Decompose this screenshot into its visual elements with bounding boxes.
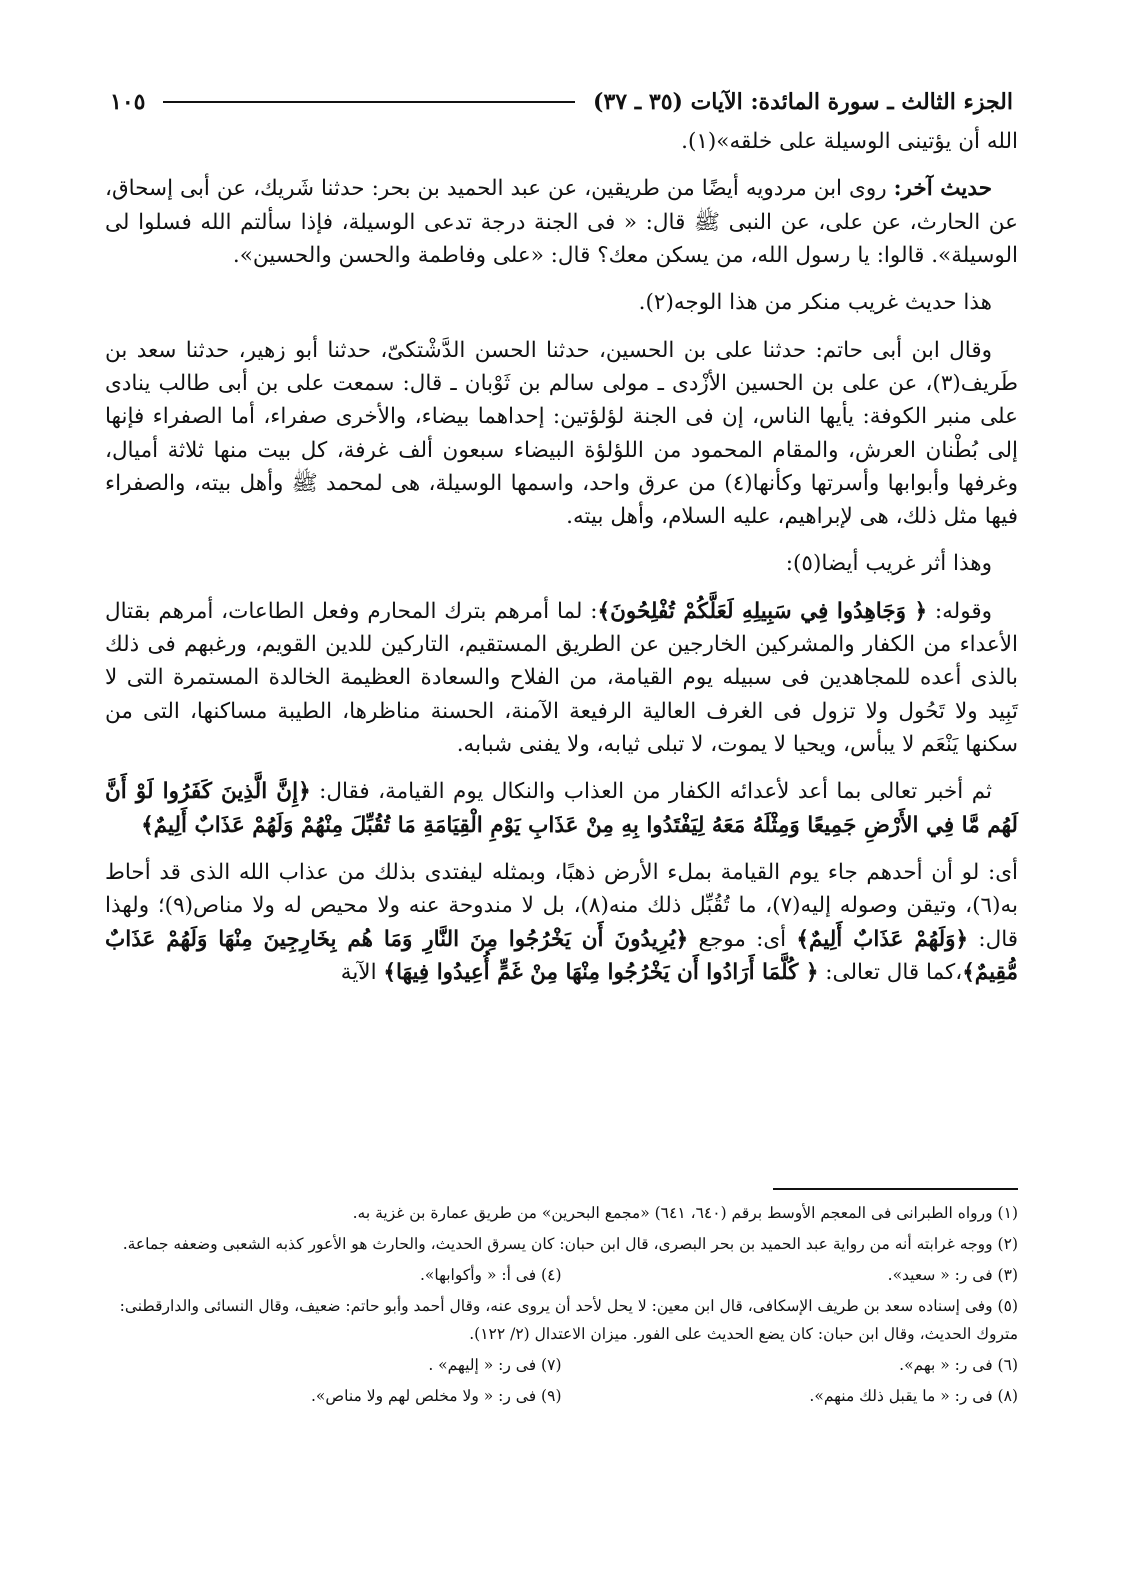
paragraph-text: أى: لو أن أحدهم جاء يوم القيامة بملء الأرض ذهبًا، وبمثله ليفتدى بذلك من عذاب الله الذى قد أحاط به(٦)، وتيقن وصوله إليه(٧)، ما تُقُبِّل ذلك منه(٨)، بل لا مندوحة عنه ولا محيص له ولا مناص(٩)؛ ولهذا قال: — [105, 859, 1019, 952]
paragraph-text: أى: موجع — [688, 926, 797, 952]
quran-verse: ﴿يُرِيدُونَ أَن يَخْرُجُوا مِنَ النَّارِ وَمَا هُم بِخَارِجِينَ مِنْهَا وَلَهُمْ عَذَابٌ مُّقِيمٌ﴾ — [105, 926, 1018, 985]
paragraph-6 — [105, 595, 1018, 762]
paragraph-3: هذا حديث غريب منكر من هذا الوجه(٢). — [638, 290, 992, 316]
paragraph-text: الآية — [340, 959, 384, 985]
quran-verse: ﴿ وَجَاهِدُوا فِي سَبِيلِهِ لَعَلَّكُمْ تُفْلِحُونَ﴾ — [597, 598, 928, 624]
quran-verse: ﴿إِنَّ الَّذِينَ كَفَرُوا لَوْ أَنَّ لَهُم مَّا فِي الأَرْضِ جَمِيعًا وَمِثْلَهُ مَعَهُ لِيَفْتَدُوا بِهِ مِنْ عَذَابِ يَوْمِ الْقِيَامَةِ مَا تُقُبِّلَ مِنْهُمْ وَلَهُمْ عَذَابٌ أَلِيمٌ﴾ — [105, 779, 1018, 838]
paragraph-4: وقال ابن أبى حاتم: حدثنا على بن الحسين، حدثنا الحسن الدَّشْتكىّ، حدثنا أبو زهير، حدثنا سعد بن طَريف(٣)، عن على بن الحسين الأزْدى ـ مولى سالم بن ثَوْبان ـ قال: سمعت على بن أبى طالب ينادى على منبر الكوفة: يأيها الناس، إن فى الجنة لؤلؤتين: إحداهما بيضاء، والأخرى صفراء، أما الصفراء فإنها إلى بُطْنان العرش، والمقام المحمود من اللؤلؤة البيضاء سبعون ألف غرفة، كل بيت منها ثلاثة أميال، وغرفها وأبوابها وأسرتها وكأنها(٤) من عرق واحد، واسمها الوسيلة، هى لمحمد ﷺ وأهل بيته، والصفراء فيها مثل ذلك، هى لإبراهيم، عليه السلام، وأهل بيته. — [105, 337, 1019, 530]
footnote-9: (٩) فى ر: « ولا مخلص لهم ولا مناص». — [311, 1386, 562, 1405]
paragraph-2 — [105, 172, 1018, 272]
main-text — [105, 125, 1018, 1003]
footnote-row — [105, 1352, 1018, 1379]
paragraph-text: ثم أخبر تعالى بما أعد لأعدائه الكفار من العذاب والنكال يوم القيامة، فقال: — [310, 779, 992, 805]
footnote-6: (٦) فى ر: « بهم». — [899, 1355, 1018, 1374]
paragraph-text: روى ابن مردويه أيضًا من طريقين، عن عبد الحميد بن بحر: حدثنا شَريك، عن أبى إسحاق، عن الحارث، عن على، عن النبى ﷺ قال: « فى الجنة درجة تدعى الوسيلة، فإذا سألتم الله فسلوا لى الوسيلة». قالوا: يا رسول الله، من يسكن معك؟ قال: «على وفاطمة والحسن والحسين». — [105, 176, 1018, 268]
footnote-2: (٢) ووجه غرابته أنه من رواية عبد الحميد بن بحر البصرى، قال ابن حبان: كان يسرق الحديث، والحارث هو الأعور كذبه الشعبى وضعفه جماعة. — [122, 1235, 1018, 1254]
running-header — [110, 82, 1013, 122]
paragraph-8 — [105, 856, 1018, 989]
paragraph-text: وقوله: — [927, 598, 992, 624]
footnote-3: (٣) فى ر: « سعيد». — [887, 1266, 1018, 1285]
header-rule — [163, 101, 575, 103]
footnote-row — [105, 1383, 1018, 1410]
footnote-5: (٥) وفى إسناده سعد بن طريف الإسكافى، قال ابن معين: لا يحل لأحد أن يروى عنه، وقال أحمد وأبو حاتم: ضعيف، وقال النسائى والدارقطنى: متروك الحديث، وقال ابن حبان: كان يضع الحديث على الفور. ميزان الاعتدال (٢/ ١٢٢). — [119, 1297, 1018, 1343]
paragraph-7 — [105, 775, 1018, 842]
footnote-1: (١) ورواه الطبرانى فى المعجم الأوسط برقم (٦٤٠، ٦٤١) «مجمع البحرين» من طريق عمارة بن غزية به. — [352, 1204, 1018, 1222]
quran-verse: ﴿ كُلَّمَا أَرَادُوا أَن يَخْرُجُوا مِنْهَا مِنْ غَمٍّ أُعِيدُوا فِيهَا﴾ — [383, 959, 819, 985]
footnote-7: (٧) فى ر: « إليهم» . — [428, 1355, 562, 1374]
paragraph-lead: حديث آخر: — [893, 176, 992, 202]
footnote-row — [105, 1262, 1018, 1289]
footnote-8: (٨) فى ر: « ما يقبل ذلك منهم». — [809, 1386, 1018, 1405]
footnote-4: (٤) فى أ: « وأكوابها». — [419, 1266, 562, 1285]
footnote-separator — [773, 1188, 1018, 1190]
paragraph-text: ،كما قال تعالى: — [818, 959, 963, 985]
footnotes — [105, 1200, 1018, 1414]
page-number: ١٠٥ — [110, 89, 146, 115]
header-title: الجزء الثالث ـ سورة المائدة: الآيات (٣٥ ـ ٣٧) — [593, 89, 1013, 115]
paragraph-5: وهذا أثر غريب أيضا(٥): — [785, 551, 992, 577]
paragraph-text: : لما أمرهم بترك المحارم وفعل الطاعات، أمرهم بقتال الأعداء من الكفار والمشركين الخارجين عن الطريق المستقيم، التاركين للدين القويم، ورغبهم فى ذلك بالذى أعده للمجاهدين فى سبيله يوم القيامة، من الفلاح والسعادة العظيمة الخالدة المستمرة التى لا تَبِيد ولا تَحُول ولا تزول فى الغرف العالية الرفيعة الآمنة، الحسنة مناظرها، الطيبة مساكنها، التى من سكنها يَنْعَم لا يبأس، ويحيا لا يموت، لا تبلى ثيابه، ولا يفنى شبابه. — [105, 598, 1018, 757]
quran-verse: ﴿وَلَهُمْ عَذَابٌ أَلِيمٌ﴾ — [796, 926, 969, 952]
paragraph-1: الله أن يؤتينى الوسيلة على خلقه»(١). — [681, 129, 1018, 154]
